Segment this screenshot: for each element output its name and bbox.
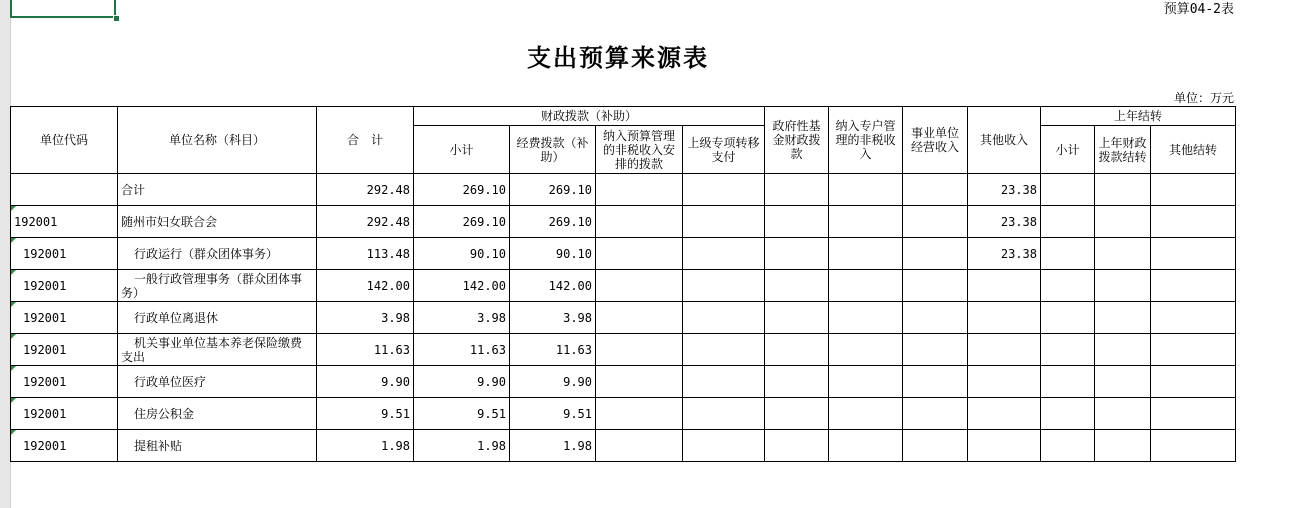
cell-empty[interactable]: [683, 174, 765, 206]
cell-code[interactable]: 192001: [11, 398, 118, 430]
header-carry-subtotal: 小计: [1041, 126, 1095, 174]
unit-label: 单位：万元: [1173, 91, 1234, 105]
cell-empty[interactable]: [596, 366, 683, 398]
header-unit-code: 单位代码: [11, 107, 118, 174]
cell-name[interactable]: 行政单位离退休: [118, 302, 317, 334]
cell-subtotal[interactable]: 9.90: [414, 366, 510, 398]
cell-empty[interactable]: [1095, 270, 1151, 302]
cell-empty[interactable]: [1041, 430, 1095, 462]
cell-empty[interactable]: [1041, 206, 1095, 238]
table-row: [11, 430, 1236, 462]
table-row: [11, 366, 1236, 398]
table-row: [11, 238, 1236, 270]
cell-name-text: 机关事业单位基本养老保险缴费支出: [121, 335, 303, 364]
cell-total[interactable]: 9.90: [317, 366, 414, 398]
cell-empty[interactable]: [829, 206, 903, 238]
cell-empty[interactable]: [1041, 398, 1095, 430]
cell-subtotal[interactable]: 1.98: [414, 430, 510, 462]
cell-total[interactable]: 9.51: [317, 398, 414, 430]
cell-empty[interactable]: [683, 206, 765, 238]
cell-empty[interactable]: [829, 398, 903, 430]
cell-other-income[interactable]: [968, 334, 1041, 366]
cell-empty[interactable]: [903, 430, 968, 462]
cell-funding[interactable]: 269.10: [510, 206, 596, 238]
cell-name[interactable]: 行政单位医疗: [118, 366, 317, 398]
cell-empty[interactable]: [1095, 174, 1151, 206]
cell-code[interactable]: 192001: [11, 366, 118, 398]
cell-empty[interactable]: [1151, 270, 1236, 302]
cell-empty[interactable]: [683, 270, 765, 302]
cell-empty[interactable]: [683, 398, 765, 430]
cell-empty[interactable]: [829, 430, 903, 462]
cell-empty[interactable]: [1151, 174, 1236, 206]
table-row: [11, 270, 1236, 302]
cell-other-income[interactable]: [968, 302, 1041, 334]
cell-subtotal[interactable]: 142.00: [414, 270, 510, 302]
cell-empty[interactable]: [1041, 302, 1095, 334]
cell-empty[interactable]: [1151, 334, 1236, 366]
cell-empty[interactable]: [683, 302, 765, 334]
cell-empty[interactable]: [765, 334, 829, 366]
cell-name[interactable]: 随州市妇女联合会: [118, 206, 317, 238]
cell-funding[interactable]: 1.98: [510, 430, 596, 462]
cell-empty[interactable]: [903, 366, 968, 398]
cell-empty[interactable]: [1095, 366, 1151, 398]
cell-name[interactable]: 住房公积金: [118, 398, 317, 430]
budget-table: [10, 106, 1236, 462]
cell-empty[interactable]: [829, 238, 903, 270]
cell-empty[interactable]: [1095, 430, 1151, 462]
cell-empty[interactable]: [903, 270, 968, 302]
cell-empty[interactable]: [1151, 206, 1236, 238]
cell-name[interactable]: 提租补贴: [118, 430, 317, 462]
cell-other-income[interactable]: 23.38: [968, 206, 1041, 238]
cell-empty[interactable]: [596, 302, 683, 334]
table-row: [11, 302, 1236, 334]
cell-empty[interactable]: [1095, 398, 1151, 430]
table-row: [11, 398, 1236, 430]
cell-code[interactable]: [11, 174, 118, 206]
cell-funding[interactable]: 9.51: [510, 398, 596, 430]
cell-empty[interactable]: [765, 366, 829, 398]
cell-other-income[interactable]: 23.38: [968, 238, 1041, 270]
cell-empty[interactable]: [829, 366, 903, 398]
cell-empty[interactable]: [765, 238, 829, 270]
fill-handle[interactable]: [113, 15, 120, 22]
cell-empty[interactable]: [1041, 270, 1095, 302]
cell-empty[interactable]: [765, 174, 829, 206]
cell-code[interactable]: 192001: [11, 334, 118, 366]
cell-code[interactable]: 192001: [11, 238, 118, 270]
cell-funding[interactable]: 90.10: [510, 238, 596, 270]
cell-empty[interactable]: [1095, 334, 1151, 366]
cell-empty[interactable]: [765, 430, 829, 462]
cell-name[interactable]: 合计: [118, 174, 317, 206]
cell-empty[interactable]: [903, 206, 968, 238]
cell-empty[interactable]: [596, 174, 683, 206]
cell-other-income[interactable]: [968, 270, 1041, 302]
cell-code[interactable]: 192001: [11, 302, 118, 334]
table-row: [11, 206, 1236, 238]
cell-empty[interactable]: [1151, 238, 1236, 270]
cell-funding[interactable]: 142.00: [510, 270, 596, 302]
cell-empty[interactable]: [765, 398, 829, 430]
cell-empty[interactable]: [683, 366, 765, 398]
table-row: [11, 174, 1236, 206]
cell-empty[interactable]: [829, 334, 903, 366]
header-carry-other: 其他结转: [1151, 126, 1236, 174]
cell-total[interactable]: 292.48: [317, 206, 414, 238]
cell-empty[interactable]: [903, 302, 968, 334]
cell-funding[interactable]: 3.98: [510, 302, 596, 334]
cell-subtotal[interactable]: 9.51: [414, 398, 510, 430]
cell-empty[interactable]: [1041, 366, 1095, 398]
cell-code[interactable]: 192001: [11, 270, 118, 302]
header-fiscal-nontax: 纳入预算管理的非税收入安排的拨款: [596, 126, 683, 174]
cell-empty[interactable]: [1151, 302, 1236, 334]
header-total: 合 计: [317, 107, 414, 174]
cell-empty[interactable]: [765, 206, 829, 238]
cell-empty[interactable]: [903, 398, 968, 430]
header-unit-name: 单位名称（科目）: [118, 107, 317, 174]
cell-other-income[interactable]: 23.38: [968, 174, 1041, 206]
cell-funding[interactable]: 269.10: [510, 174, 596, 206]
header-fiscal-transfer: 上级专项转移支付: [683, 126, 765, 174]
cell-name[interactable]: [118, 270, 317, 302]
cell-total[interactable]: 1.98: [317, 430, 414, 462]
cell-empty[interactable]: [596, 398, 683, 430]
cell-code[interactable]: 192001: [11, 206, 118, 238]
cell-empty[interactable]: [1151, 430, 1236, 462]
cell-empty[interactable]: [1041, 334, 1095, 366]
cell-empty[interactable]: [903, 174, 968, 206]
cell-other-income[interactable]: [968, 430, 1041, 462]
header-carry-group: 上年结转: [1041, 107, 1236, 126]
header-gov-fund: 政府性基金财政拨款: [765, 107, 829, 174]
table-row: [11, 334, 1236, 366]
header-special-nontax: 纳入专户管理的非税收入: [829, 107, 903, 174]
cell-subtotal[interactable]: 269.10: [414, 206, 510, 238]
cell-total[interactable]: 292.48: [317, 174, 414, 206]
cell-empty[interactable]: [1095, 238, 1151, 270]
cell-other-income[interactable]: [968, 366, 1041, 398]
cell-empty[interactable]: [683, 238, 765, 270]
cell-funding[interactable]: 9.90: [510, 366, 596, 398]
cell-total[interactable]: 142.00: [317, 270, 414, 302]
cell-empty[interactable]: [829, 302, 903, 334]
cell-total[interactable]: 3.98: [317, 302, 414, 334]
report-title: 支出预算来源表: [527, 43, 709, 72]
header-business-income: 事业单位经营收入: [903, 107, 968, 174]
cell-empty[interactable]: [1151, 398, 1236, 430]
cell-empty[interactable]: [1151, 366, 1236, 398]
cell-empty[interactable]: [1041, 174, 1095, 206]
cell-total[interactable]: 11.63: [317, 334, 414, 366]
cell-empty[interactable]: [1041, 238, 1095, 270]
cell-subtotal[interactable]: 3.98: [414, 302, 510, 334]
cell-empty[interactable]: [903, 334, 968, 366]
header-fiscal-subtotal: 小计: [414, 126, 510, 174]
form-code: 预算04-2表: [1163, 2, 1234, 17]
cell-name[interactable]: 行政运行（群众团体事务）: [118, 238, 317, 270]
header-fiscal-group: 财政拨款（补助）: [414, 107, 765, 126]
cell-empty[interactable]: [765, 270, 829, 302]
header-other-income: 其他收入: [968, 107, 1041, 174]
cell-subtotal[interactable]: 90.10: [414, 238, 510, 270]
cell-empty[interactable]: [765, 302, 829, 334]
cell-empty[interactable]: [1095, 206, 1151, 238]
cell-empty[interactable]: [596, 238, 683, 270]
cell-empty[interactable]: [683, 334, 765, 366]
cell-empty[interactable]: [596, 270, 683, 302]
cell-empty[interactable]: [596, 206, 683, 238]
cell-name-text: 一般行政管理事务（群众团体事务）: [121, 271, 303, 300]
cell-empty[interactable]: [829, 270, 903, 302]
cell-subtotal[interactable]: 269.10: [414, 174, 510, 206]
cell-empty[interactable]: [829, 174, 903, 206]
cell-subtotal[interactable]: 11.63: [414, 334, 510, 366]
cell-code[interactable]: 192001: [11, 430, 118, 462]
cell-empty[interactable]: [683, 430, 765, 462]
cell-other-income[interactable]: [968, 398, 1041, 430]
cell-name[interactable]: [118, 334, 317, 366]
cell-empty[interactable]: [1095, 302, 1151, 334]
cell-empty[interactable]: [903, 238, 968, 270]
header-carry-fiscal: 上年财政拨款结转: [1095, 126, 1151, 174]
cell-empty[interactable]: [596, 334, 683, 366]
header-fiscal-funding: 经费拨款（补助）: [510, 126, 596, 174]
cell-funding[interactable]: 11.63: [510, 334, 596, 366]
selected-cell[interactable]: [10, 0, 116, 18]
cell-empty[interactable]: [596, 430, 683, 462]
cell-total[interactable]: 113.48: [317, 238, 414, 270]
